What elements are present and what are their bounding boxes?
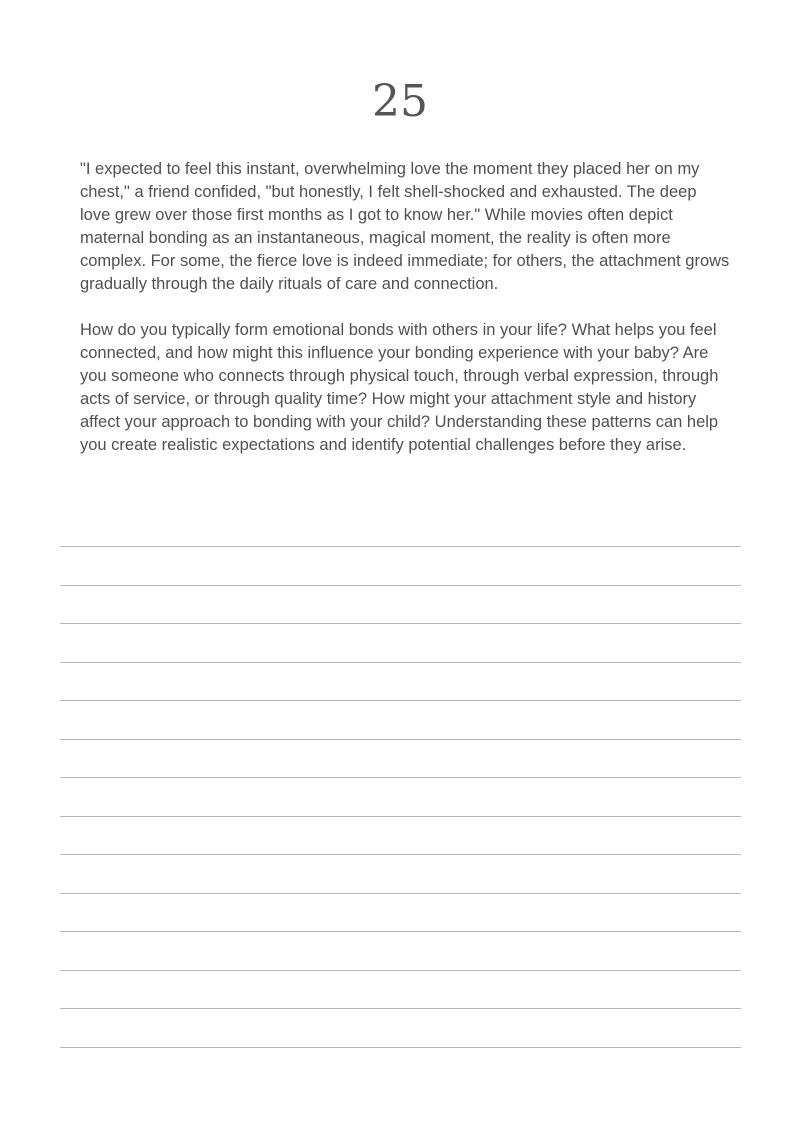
writing-line xyxy=(60,893,741,932)
writing-lines xyxy=(60,546,741,1085)
writing-line xyxy=(60,970,741,1009)
writing-line xyxy=(60,546,741,585)
writing-line xyxy=(60,585,741,624)
paragraph-prompt: How do you typically form emotional bonds with others in your life? What helps you feel connected, and how might this influence your bonding experience with your baby? Are you someone who connects through physical touch, through verbal expression, through acts of service, or through quality time? How might your attachment style and history affect your approach to bonding with your child? Understanding these patterns can help you create realistic expectations and identify potential challenges before they arise. xyxy=(80,321,719,454)
writing-line xyxy=(60,739,741,778)
writing-line xyxy=(60,854,741,893)
page-number: 25 xyxy=(372,76,428,127)
writing-line xyxy=(60,1008,741,1047)
writing-line xyxy=(60,1047,741,1086)
body-text xyxy=(80,158,730,480)
writing-line xyxy=(60,623,741,662)
writing-line xyxy=(60,777,741,816)
paragraph-quote: "I expected to feel this instant, overwhelming love the moment they placed her on my chest," a friend confided, "but honestly, I felt shell-shocked and exhausted. The deep love grew over those first months as I got to know her." While movies often depict maternal bonding as an instantaneous, magical moment, the reality is often more complex. For some, the fierce love is indeed immediate; for others, the attachment grows gradually through the daily rituals of care and connection. xyxy=(80,160,730,293)
writing-line xyxy=(60,931,741,970)
writing-line xyxy=(60,662,741,701)
writing-line xyxy=(60,700,741,739)
writing-line xyxy=(60,816,741,855)
